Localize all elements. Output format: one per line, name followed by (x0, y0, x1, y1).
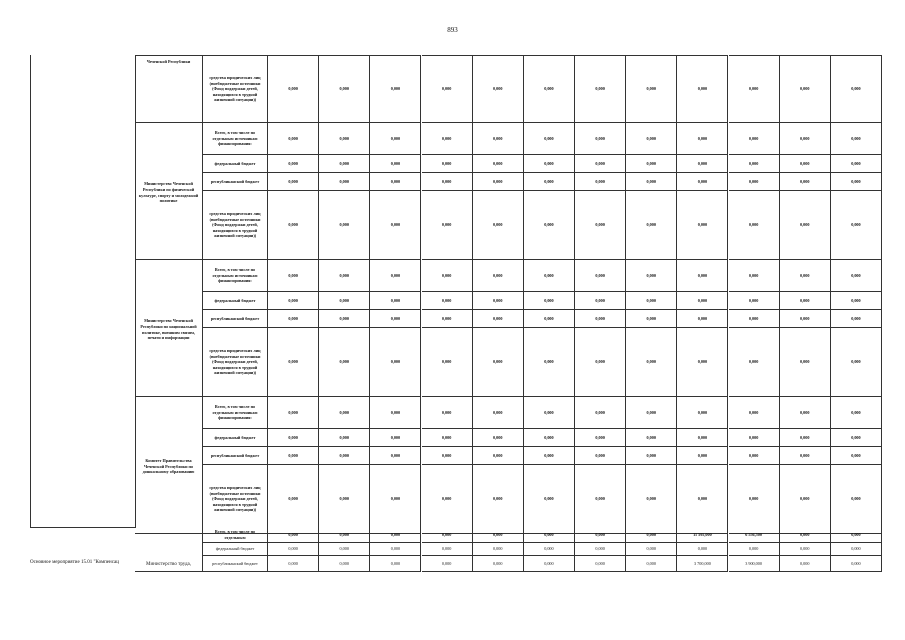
value-cell: 0,000 (268, 447, 319, 465)
value-cell: 0,000 (473, 310, 524, 328)
table-left-border (30, 55, 31, 528)
value-cell: 0,000 (729, 465, 780, 534)
value-cell: 0,000 (780, 397, 831, 429)
value-cell: 0,000 (524, 191, 575, 260)
funding-source-cell: федеральный бюджет (203, 155, 268, 173)
value-cell: 3 700,000 (677, 556, 728, 572)
value-cell: 0,000 (268, 310, 319, 328)
value-cell: 0,000 (370, 123, 421, 155)
funding-source-cell: средства юридических лиц (внебюджетные источники (Фонд поддержки детей, находящихся в трудной жизненной ситуации)) (203, 191, 268, 260)
value-cell: 0,000 (677, 155, 728, 173)
value-cell: 0,000 (831, 310, 882, 328)
value-cell: 0,000 (473, 528, 524, 543)
value-cell: 0,000 (729, 123, 780, 155)
value-cell: 0,000 (780, 528, 831, 543)
value-cell: 0,000 (780, 55, 831, 123)
value-cell: 0,000 (575, 528, 626, 543)
funding-source-cell: Всего, в том числе по отдельным (203, 528, 268, 543)
value-cell: 0,000 (422, 543, 473, 556)
value-cell: 0,000 (575, 429, 626, 447)
value-cell: 0,000 (319, 556, 370, 572)
value-cell: 0,000 (370, 173, 421, 191)
value-cell: 0,000 (473, 292, 524, 310)
value-cell: 0,000 (268, 123, 319, 155)
value-cell: 0,000 (575, 123, 626, 155)
value-cell: 0,000 (626, 328, 677, 397)
value-cell: 0,000 (319, 465, 370, 534)
value-cell: 0,000 (422, 556, 473, 572)
value-cell: 0,000 (473, 123, 524, 155)
value-cell: 0,000 (780, 155, 831, 173)
value-cell: 0,000 (780, 123, 831, 155)
funding-source-cell: Всего, в том числе по отдельным источникам финансирования: (203, 260, 268, 292)
value-cell: 0,000 (422, 55, 473, 123)
value-cell: 0,000 (677, 292, 728, 310)
value-cell: 0,000 (473, 173, 524, 191)
funding-source-cell: республиканский бюджет (203, 556, 268, 572)
value-cell: 0,000 (575, 310, 626, 328)
value-cell: 0,000 (780, 447, 831, 465)
funding-source-cell: средства юридических лиц (внебюджетные источники (Фонд поддержки детей, находящихся в трудной жизненной ситуации)) (203, 465, 268, 534)
funding-source-cell: федеральный бюджет (203, 292, 268, 310)
value-cell: 0,000 (575, 465, 626, 534)
value-cell: 0,000 (626, 191, 677, 260)
value-cell: 0,000 (780, 465, 831, 534)
value-cell: 0,000 (677, 123, 728, 155)
value-cell: 0,000 (524, 260, 575, 292)
value-cell: 0,000 (831, 123, 882, 155)
funding-source-cell: федеральный бюджет (203, 429, 268, 447)
value-cell: 0,000 (422, 292, 473, 310)
value-cell: 0,000 (831, 328, 882, 397)
value-cell: 0,000 (729, 191, 780, 260)
page-number: 893 (447, 26, 458, 34)
funding-source-cell: Всего, в том числе по отдельным источникам финансирования: (203, 397, 268, 429)
value-cell: 0,000 (626, 528, 677, 543)
value-cell: 0,000 (319, 528, 370, 543)
value-cell: 0,000 (268, 328, 319, 397)
value-cell: 0,000 (831, 465, 882, 534)
value-cell: 0,000 (370, 292, 421, 310)
value-cell: 0,000 (268, 292, 319, 310)
value-cell: 0,000 (268, 173, 319, 191)
value-cell: 0,000 (831, 543, 882, 556)
value-cell: 0,000 (422, 155, 473, 173)
value-cell: 0,000 (319, 543, 370, 556)
value-cell: 0,000 (677, 55, 728, 123)
funding-source-cell: средства юридических лиц (внебюджетные источники (Фонд поддержки детей, находящихся в трудной жизненной ситуации)) (203, 55, 268, 123)
value-cell: 0,000 (677, 543, 728, 556)
value-cell: 0,000 (473, 55, 524, 123)
value-cell: 0,000 (422, 429, 473, 447)
value-cell: 0,000 (524, 328, 575, 397)
value-cell: 0,000 (780, 429, 831, 447)
value-cell: 0,000 (319, 123, 370, 155)
value-cell: 0,000 (729, 447, 780, 465)
value-cell: 0,000 (370, 191, 421, 260)
value-cell: 0,000 (524, 528, 575, 543)
value-cell: 0,000 (575, 55, 626, 123)
value-cell: 0,000 (268, 55, 319, 123)
organization-cell: Министерство Чеченской Республики по национальной политике, внешним связям, печати и информации (135, 260, 203, 397)
value-cell: 0,000 (780, 328, 831, 397)
value-cell: 0,000 (729, 328, 780, 397)
value-cell: 0,000 (729, 310, 780, 328)
value-cell: 0,000 (473, 543, 524, 556)
value-cell: 0,000 (473, 556, 524, 572)
value-cell: 0,000 (370, 260, 421, 292)
value-cell: 0,000 (422, 260, 473, 292)
value-cell: 0,000 (319, 191, 370, 260)
value-cell: 0,000 (268, 556, 319, 572)
value-cell: 0,000 (677, 447, 728, 465)
value-cell: 0,000 (473, 429, 524, 447)
value-cell: 0,000 (319, 310, 370, 328)
value-cell: 0,000 (524, 155, 575, 173)
value-cell: 0,000 (626, 447, 677, 465)
organization-cell: Министерство труда, (135, 528, 203, 572)
table-bottom-border (30, 527, 136, 528)
value-cell: 0,000 (524, 173, 575, 191)
value-cell: 0,000 (575, 447, 626, 465)
value-cell: 0,000 (729, 429, 780, 447)
value-cell: 0,000 (268, 465, 319, 534)
value-cell: 0,000 (524, 543, 575, 556)
value-cell: 0,000 (473, 328, 524, 397)
value-cell: 0,000 (677, 397, 728, 429)
value-cell: 0,000 (729, 55, 780, 123)
value-cell: 0,000 (370, 55, 421, 123)
value-cell: 0,000 (524, 465, 575, 534)
value-cell: 0,000 (780, 191, 831, 260)
value-cell: 0,000 (319, 155, 370, 173)
value-cell: 0,000 (575, 543, 626, 556)
value-cell: 0,000 (524, 310, 575, 328)
value-cell: 0,000 (422, 191, 473, 260)
value-cell: 0,000 (831, 292, 882, 310)
funding-source-cell: республиканский бюджет (203, 447, 268, 465)
value-cell: 0,000 (626, 429, 677, 447)
value-cell: 0,000 (319, 447, 370, 465)
value-cell: 0,000 (677, 328, 728, 397)
value-cell: 0,000 (831, 397, 882, 429)
value-cell: 0,000 (268, 191, 319, 260)
value-cell: 0,000 (677, 173, 728, 191)
value-cell: 0,000 (524, 556, 575, 572)
value-cell: 0,000 (780, 173, 831, 191)
value-cell: 0,000 (268, 429, 319, 447)
value-cell: 0,000 (422, 123, 473, 155)
value-cell: 0,000 (473, 155, 524, 173)
value-cell: 3 900,000 (729, 556, 780, 572)
value-cell: 0,000 (422, 310, 473, 328)
value-cell: 0,000 (677, 429, 728, 447)
value-cell: 0,000 (575, 155, 626, 173)
funding-source-cell: республиканский бюджет (203, 310, 268, 328)
organization-cell: Чеченской Республики (135, 55, 203, 123)
value-cell: 0,000 (729, 173, 780, 191)
funding-source-cell: Всего, в том числе по отдельным источникам финансирования: (203, 123, 268, 155)
value-cell: 0,000 (422, 447, 473, 465)
value-cell: 0,000 (370, 397, 421, 429)
value-cell: 0,000 (268, 528, 319, 543)
value-cell: 0,000 (575, 173, 626, 191)
value-cell: 0,000 (524, 55, 575, 123)
value-cell: 0,000 (524, 429, 575, 447)
value-cell: 0,000 (370, 328, 421, 397)
value-cell: 0,000 (268, 543, 319, 556)
value-cell: 0,000 (626, 292, 677, 310)
value-cell: 0,000 (319, 328, 370, 397)
value-cell: 0,000 (729, 397, 780, 429)
value-cell: 0,000 (524, 123, 575, 155)
value-cell: 0,000 (268, 155, 319, 173)
value-cell: 0,000 (319, 260, 370, 292)
value-cell: 11 595,000 (677, 528, 728, 543)
value-cell: 0,000 (831, 528, 882, 543)
funding-source-cell: республиканский бюджет (203, 173, 268, 191)
value-cell: 0,000 (473, 397, 524, 429)
organization-cell: Министерство Чеченской Республики по физической культуре, спорту и молодежной политике (135, 123, 203, 260)
value-cell: 0,000 (422, 465, 473, 534)
value-cell: 0,000 (780, 556, 831, 572)
value-cell: 0,000 (831, 260, 882, 292)
value-cell: 0,000 (831, 447, 882, 465)
value-cell: 0,000 (626, 465, 677, 534)
value-cell: 0,000 (677, 310, 728, 328)
value-cell: 0,000 (319, 173, 370, 191)
value-cell: 0,000 (626, 397, 677, 429)
value-cell: 0,000 (575, 260, 626, 292)
value-cell: 0,000 (626, 556, 677, 572)
value-cell: 0,000 (319, 292, 370, 310)
value-cell: 0,000 (831, 191, 882, 260)
value-cell: 0,000 (422, 397, 473, 429)
value-cell: 0,000 (422, 173, 473, 191)
value-cell: 0,000 (831, 556, 882, 572)
value-cell: 0,000 (370, 528, 421, 543)
measure-name: Основное мероприятие 15.01 "Компенсац (30, 560, 119, 565)
funding-source-cell: средства юридических лиц (внебюджетные источники (Фонд поддержки детей, находящихся в трудной жизненной ситуации)) (203, 328, 268, 397)
value-cell: 0,000 (473, 447, 524, 465)
value-cell: 0,000 (422, 528, 473, 543)
value-cell: 0,000 (422, 328, 473, 397)
value-cell: 0,000 (370, 429, 421, 447)
value-cell: 0,000 (780, 543, 831, 556)
value-cell: 0,000 (729, 292, 780, 310)
value-cell: 0,000 (575, 397, 626, 429)
value-cell: 0,000 (626, 173, 677, 191)
value-cell: 0,000 (831, 173, 882, 191)
value-cell: 0,000 (524, 292, 575, 310)
value-cell: 0,000 (370, 155, 421, 173)
value-cell: 0,000 (729, 260, 780, 292)
value-cell: 0,000 (626, 543, 677, 556)
value-cell: 0,000 (575, 328, 626, 397)
value-cell: 0,000 (626, 55, 677, 123)
value-cell: 0,000 (729, 543, 780, 556)
value-cell: 0,000 (626, 123, 677, 155)
value-cell: 0,000 (319, 55, 370, 123)
value-cell: 0,000 (319, 397, 370, 429)
value-cell: 0,000 (780, 292, 831, 310)
value-cell: 0,000 (319, 429, 370, 447)
value-cell: 0,000 (524, 397, 575, 429)
funding-source-cell: федеральный бюджет (203, 543, 268, 556)
value-cell: 0,000 (524, 447, 575, 465)
organization-cell: Комитет Правительства Чеченской Республики по дошкольному образованию (135, 397, 203, 534)
value-cell: 0,000 (473, 260, 524, 292)
value-cell: 0,000 (831, 155, 882, 173)
value-cell: 0,000 (473, 191, 524, 260)
value-cell: 0,000 (626, 260, 677, 292)
value-cell: 0,000 (626, 155, 677, 173)
value-cell: 0,000 (370, 310, 421, 328)
value-cell: 0,000 (677, 260, 728, 292)
value-cell: 0,000 (370, 556, 421, 572)
value-cell: 0,000 (268, 397, 319, 429)
value-cell: 0,000 (729, 155, 780, 173)
value-cell: 0,000 (473, 465, 524, 534)
value-cell: 0,000 (626, 310, 677, 328)
value-cell: 0,000 (575, 292, 626, 310)
value-cell: 0,000 (370, 465, 421, 534)
value-cell: 0,000 (575, 191, 626, 260)
value-cell: 0,000 (370, 447, 421, 465)
value-cell: 6 556,500 (729, 528, 780, 543)
value-cell: 0,000 (831, 429, 882, 447)
value-cell: 0,000 (268, 260, 319, 292)
value-cell: 0,000 (575, 556, 626, 572)
value-cell: 0,000 (780, 310, 831, 328)
value-cell: 0,000 (780, 260, 831, 292)
value-cell: 0,000 (677, 191, 728, 260)
value-cell: 0,000 (370, 543, 421, 556)
value-cell: 0,000 (677, 465, 728, 534)
value-cell: 0,000 (831, 55, 882, 123)
